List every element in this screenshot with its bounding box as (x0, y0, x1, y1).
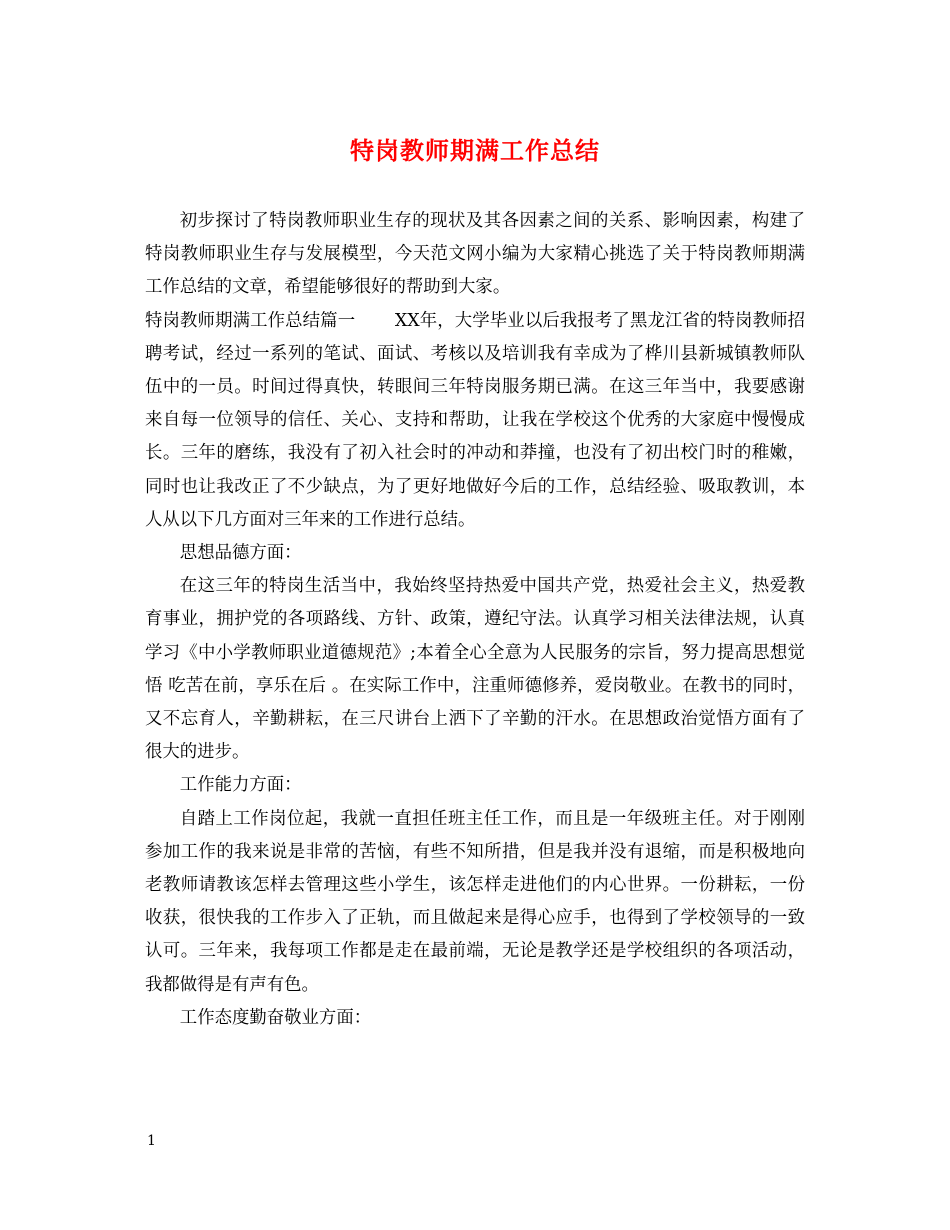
ability-paragraph: 自踏上工作岗位起，我就一直担任班主任工作，而且是一年级班主任。对于刚刚参加工作的我来说是非常的苦恼，有些不知所措，但是我并没有退缩，而是积极地向老教师请教该怎样去管理这些小学生，该怎样走进他们的内心世界。一份耕耘，一份收获，很快我的工作步入了正轨，而且做起来是得心应手，也得到了学校领导的一致认可。三年来，我每项工作都是走在最前端，无论是教学还是学校组织的各项活动，我都做得是有声有色。 (145, 808, 805, 995)
intro-paragraph: 初步探讨了特岗教师职业生存的现状及其各因素之间的关系、影响因素，构建了特岗教师职业生存与发展模型，今天范文网小编为大家精心挑选了关于特岗教师期满工作总结的文章，希望能够很好的帮助到大家。 (145, 211, 805, 298)
section1-heading: 特岗教师期满工作总结篇一 (145, 310, 356, 331)
page-number: 1 (147, 1133, 156, 1149)
section1-text: XX年，大学毕业以后我报考了黑龙江省的特岗教师招聘考试，经过一系列的笔试、面试、考核以及培训我有幸成为了桦川县新城镇教师队伍中的一员。时间过得真快，转眼间三年特岗服务期已满。在这三年当中，我要感谢来自每一位领导的信任、关心、支持和帮助，让我在学校这个优秀的大家庭中慢慢成长。三年的磨练，我没有了初入社会时的冲动和莽撞，也没有了初出校门时的稚嫩，同时也让我改正了不少缺点，为了更好地做好今后的工作，总结经验、吸取教训，本人从以下几方面对三年来的工作进行总结。 (145, 310, 805, 530)
section1-gap (355, 311, 395, 331)
moral-heading: 思想品德方面： (179, 543, 302, 564)
section1-paragraph (145, 305, 805, 537)
moral-paragraph: 在这三年的特岗生活当中，我始终坚持热爱中国共产党，热爱社会主义，热爱教育事业，拥护党的各项路线、方针、政策，遵纪守法。认真学习相关法律法规，认真学习《中小学教师职业道德规范》;本着全心全意为人民服务的宗旨，努力提高思想觉悟 吃苦在前，享乐在后 。在实际工作中，注重师德修养，爱岗敬业。在教书的同时，又不忘育人，辛勤耕耘，在三尺讲台上洒下了辛勤的汗水。在思想政治觉悟方面有了很大的进步。 (145, 576, 805, 763)
document-title: 特岗教师期满工作总结 (350, 136, 600, 165)
ability-heading: 工作能力方面： (179, 775, 302, 796)
attitude-heading: 工作态度勤奋敬业方面： (179, 1007, 372, 1028)
document-body (145, 205, 805, 1035)
